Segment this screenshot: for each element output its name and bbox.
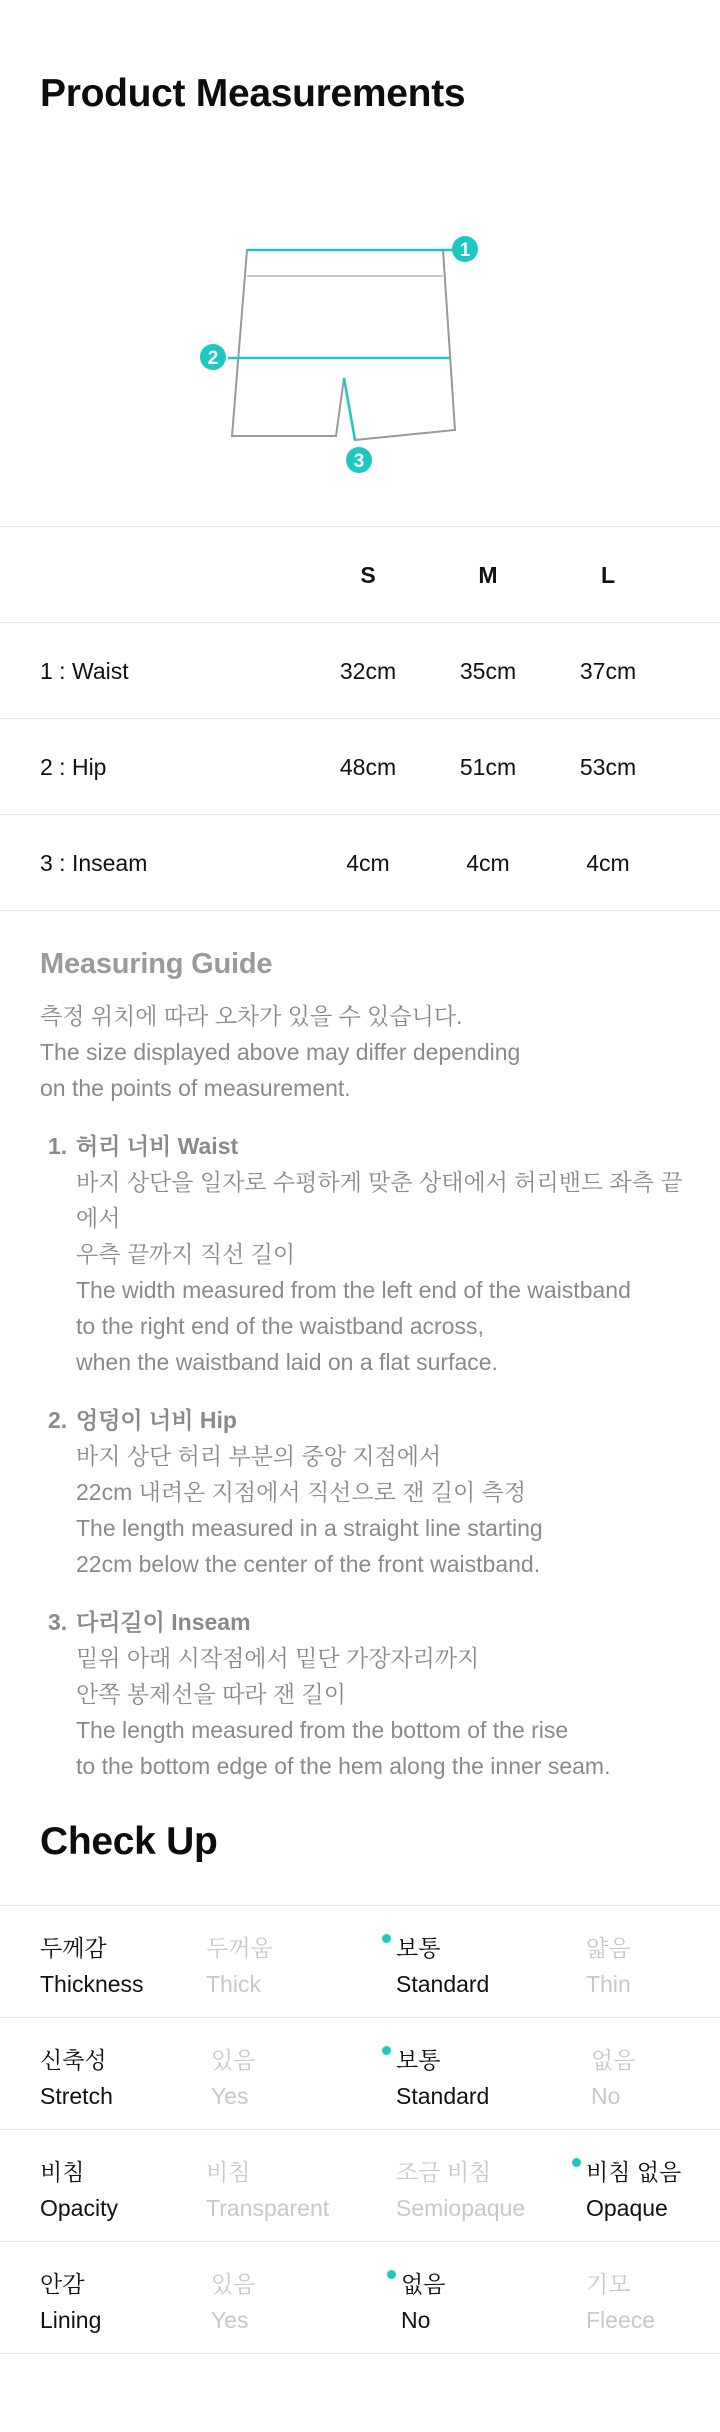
guide-item-line: 안쪽 봉제선을 따라 잰 길이 (76, 1681, 346, 1707)
cell-value: 35cm (459, 658, 517, 684)
shorts-diagram (0, 200, 720, 500)
checkup-option (586, 1930, 631, 2002)
option-ko: 비침 (206, 2159, 251, 2185)
measuring-guide (40, 948, 700, 1784)
attribute-ko: 비침 (40, 2159, 85, 2185)
guide-item-heading: 다리길이 Inseam (76, 1609, 251, 1635)
attribute-en: Opacity (40, 2195, 118, 2221)
option-ko: 없음 (591, 2047, 636, 2073)
point-1-marker (452, 236, 478, 262)
checkup-attribute (40, 2266, 101, 2338)
guide-title: Measuring Guide (40, 948, 273, 980)
page-title: Product Measurements (40, 72, 466, 115)
checkup-option (211, 2042, 255, 2114)
selected-indicator-dot (572, 2158, 581, 2167)
point-2-marker (200, 344, 226, 370)
cell-value: 53cm (579, 754, 637, 780)
size-m-header: M (478, 562, 498, 588)
cell-value: 48cm (339, 754, 397, 780)
guide-item-line: The length measured from the bottom of the rise (76, 1717, 569, 1743)
checkup-row-stretch (0, 2018, 720, 2130)
attribute-en: Stretch (40, 2083, 113, 2109)
option-ko: 보통 (396, 2047, 441, 2073)
guide-intro-line: on the points of measurement. (40, 1075, 351, 1101)
option-ko: 조금 비침 (396, 2159, 492, 2185)
row-label: 2 : Hip (40, 754, 107, 780)
checkup-option-selected (401, 2266, 445, 2338)
point-2-label: 2 (207, 348, 219, 369)
guide-item-waist (40, 1128, 700, 1380)
selected-indicator-dot (382, 2046, 391, 2055)
option-en: Opaque (586, 2195, 668, 2221)
selected-indicator-dot (382, 1934, 391, 1943)
guide-item-inseam (40, 1604, 700, 1784)
checkup-option (586, 2266, 655, 2338)
guide-item-line: 밑위 아래 시작점에서 밑단 가장자리까지 (76, 1645, 480, 1671)
cell-value: 32cm (339, 658, 397, 684)
point-3-marker (346, 447, 372, 473)
guide-item-number: 3. (48, 1609, 68, 1635)
size-l-header: L (600, 562, 616, 588)
attribute-en: Lining (40, 2307, 102, 2333)
guide-item-heading: 엉덩이 너비 Hip (76, 1407, 237, 1433)
cell-value: 4cm (586, 850, 630, 876)
checkup-option-selected (396, 1930, 489, 2002)
checkup-option (206, 1930, 273, 2002)
checkup-row-lining (0, 2242, 720, 2354)
size-s-header: S (360, 562, 376, 588)
option-ko: 있음 (211, 2271, 256, 2297)
checkup-row-opacity (0, 2130, 720, 2242)
attribute-ko: 두께감 (40, 1935, 107, 1961)
checkup-attribute (40, 2154, 118, 2226)
checkup-option (591, 2042, 635, 2114)
divider (0, 2353, 720, 2354)
table-row-hip (0, 719, 720, 815)
option-ko: 비침 없음 (586, 2159, 682, 2185)
checkup-option-selected (586, 2154, 681, 2226)
option-ko: 있음 (211, 2047, 256, 2073)
row-label: 3 : Inseam (40, 850, 148, 876)
guide-item-number: 2. (48, 1407, 68, 1433)
guide-item-line: 바지 상단 허리 부분의 중앙 지점에서 (76, 1443, 442, 1469)
checkup-title: Check Up (40, 1820, 218, 1863)
option-en: Fleece (586, 2307, 656, 2333)
cell-value: 51cm (459, 754, 517, 780)
size-header-row (0, 527, 720, 623)
cell-value: 4cm (346, 850, 390, 876)
guide-item-hip (40, 1402, 700, 1582)
guide-item-line: 22cm 내려온 지점에서 직선으로 잰 길이 측정 (76, 1479, 527, 1505)
table-row-waist (0, 623, 720, 719)
checkup-attribute (40, 2042, 113, 2114)
cell-value: 4cm (466, 850, 510, 876)
guide-item-line: when the waistband laid on a flat surface. (76, 1349, 498, 1375)
cell-value: 37cm (579, 658, 637, 684)
checkup-attribute (40, 1930, 144, 2002)
guide-item-line: The width measured from the left end of the waistband (76, 1277, 631, 1303)
checkup-option (396, 2154, 525, 2226)
guide-intro-line: 측정 위치에 따라 오차가 있을 수 있습니다. (40, 1003, 463, 1029)
option-en: No (591, 2083, 621, 2109)
checkup-option (211, 2266, 255, 2338)
option-ko: 보통 (396, 1935, 441, 1961)
attribute-en: Thickness (40, 1971, 144, 1997)
guide-item-line: 바지 상단을 일자로 수평하게 맞춘 상태에서 허리밴드 좌측 끝에서 (76, 1169, 683, 1231)
option-en: Semiopaque (396, 2195, 526, 2221)
checkup-row-thickness (0, 1906, 720, 2018)
option-ko: 얇음 (586, 1935, 631, 1961)
row-label: 1 : Waist (40, 658, 129, 684)
attribute-ko: 신축성 (40, 2047, 107, 2073)
option-en: Standard (396, 2083, 490, 2109)
guide-item-heading: 허리 너비 Waist (76, 1133, 239, 1159)
checkup-option (206, 2154, 329, 2226)
selected-indicator-dot (387, 2270, 396, 2279)
option-en: Transparent (206, 2195, 330, 2221)
attribute-ko: 안감 (40, 2271, 85, 2297)
option-ko: 두꺼움 (206, 1935, 273, 1961)
option-en: Thin (586, 1971, 631, 1997)
option-en: No (401, 2307, 431, 2333)
guide-item-line: 우측 끝까지 직선 길이 (76, 1241, 296, 1267)
guide-item-line: 22cm below the center of the front waistband. (76, 1551, 541, 1577)
point-1-label: 1 (459, 240, 471, 261)
guide-item-number: 1. (48, 1133, 68, 1159)
option-en: Yes (211, 2307, 249, 2333)
divider (0, 910, 720, 911)
option-en: Yes (211, 2083, 249, 2109)
option-ko: 기모 (586, 2271, 631, 2297)
table-row-inseam (0, 815, 720, 911)
guide-item-line: to the bottom edge of the hem along the inner seam. (76, 1753, 611, 1779)
checkup-option-selected (396, 2042, 489, 2114)
guide-intro-line: The size displayed above may differ depending (40, 1039, 521, 1065)
option-en: Thick (206, 1971, 261, 1997)
option-ko: 없음 (401, 2271, 446, 2297)
point-3-label: 3 (353, 451, 365, 472)
guide-item-line: to the right end of the waistband across, (76, 1313, 484, 1339)
guide-item-line: The length measured in a straight line starting (76, 1515, 543, 1541)
option-en: Standard (396, 1971, 490, 1997)
